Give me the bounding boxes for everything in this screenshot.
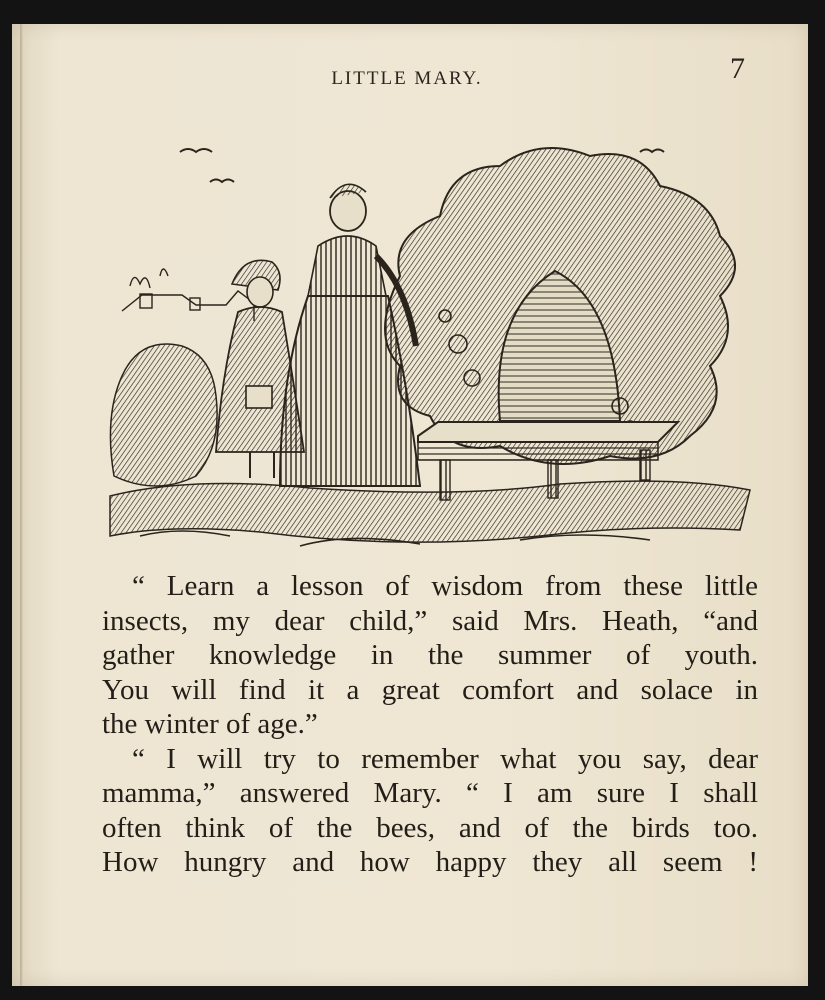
text-line: mamma,” answered Mary. “ I am sure I shall bbox=[102, 777, 758, 809]
paragraph-2 bbox=[102, 742, 758, 880]
paragraph-1 bbox=[102, 569, 758, 742]
text-line: You will find it a great comfort and solace in bbox=[102, 673, 758, 706]
book-page bbox=[12, 24, 808, 986]
text-line: insects, my dear child,” said Mrs. Heath, “and bbox=[102, 604, 758, 637]
page-number: 7 bbox=[730, 52, 745, 85]
text-line: How hungry and how happy they all seem ! bbox=[102, 846, 758, 878]
distant-village bbox=[122, 269, 254, 321]
text-line: “ I will try to remember what you say, dear bbox=[132, 742, 758, 775]
text-line: “ Learn a lesson of wisdom from these little bbox=[132, 570, 758, 602]
text-line: the winter of age.” bbox=[102, 708, 318, 740]
woodcut-illustration bbox=[100, 116, 760, 556]
page-fold bbox=[20, 24, 23, 986]
body-text bbox=[102, 569, 758, 880]
girl-figure bbox=[216, 260, 304, 478]
running-head: LITTLE MARY. bbox=[331, 68, 483, 89]
text-line: gather knowledge in the summer of youth. bbox=[102, 639, 758, 671]
text-line: often think of the bees, and of the birds too. bbox=[102, 811, 758, 844]
left-bushes bbox=[110, 344, 217, 486]
